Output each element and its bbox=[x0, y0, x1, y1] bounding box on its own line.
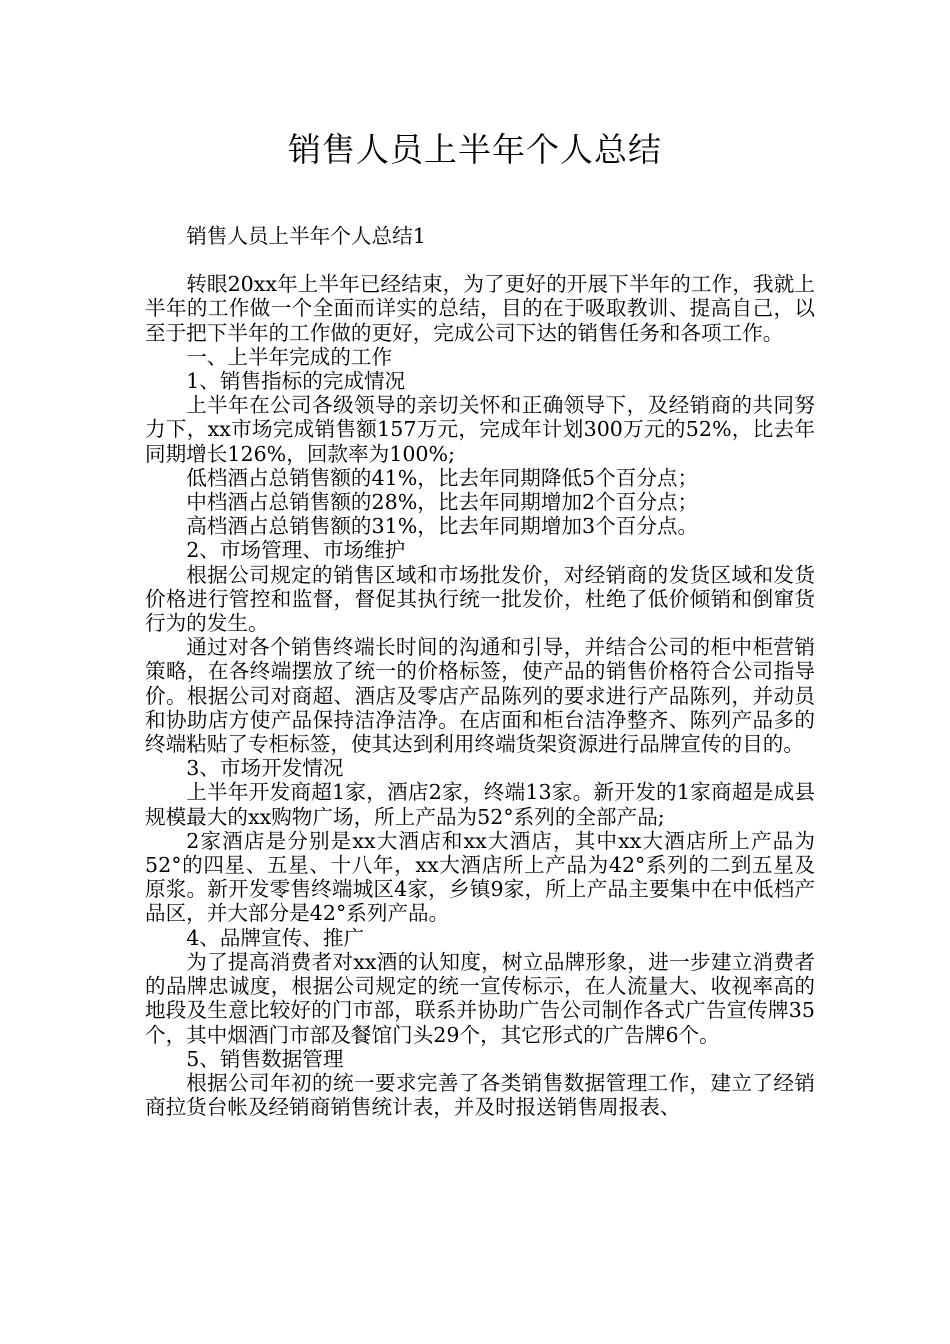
heading-market-management: 2、市场管理、市场维护 bbox=[186, 538, 406, 563]
paragraph-brand-promotion: 为了提高消费者对xx酒的认知度，树立品牌形象，进一步建立消费者的品牌忠诚度，根据公司规定的统一宣传标示，在人流量大、收视率高的地段及生意比较好的门市部，联系并协助广告公司制作各式广告宣传牌35个，其中烟酒门市部及餐馆门头29个，其它形式的广告牌6个。 bbox=[145, 949, 815, 1047]
paragraph-new-outlets: 上半年开发商超1家，酒店2家，终端13家。新开发的1家商超是成县规模最大的xx购物广场，所上产品为52°系列的全部产品; bbox=[145, 780, 815, 829]
heading-sales-target: 1、销售指标的完成情况 bbox=[186, 369, 406, 394]
heading-market-development: 3、市场开发情况 bbox=[186, 756, 344, 781]
document-title: 销售人员上半年个人总结 bbox=[288, 130, 662, 169]
document-body bbox=[145, 222, 815, 1119]
paragraph-price-control: 根据公司规定的销售区域和市场批发价，对经销商的发货区域和发货价格进行管控和监督，督促其执行统一批发价，杜绝了低价倾销和倒窜货行为的发生。 bbox=[145, 562, 815, 636]
heading-sales-data: 5、销售数据管理 bbox=[186, 1046, 344, 1071]
heading-section-1: 一、上半年完成的工作 bbox=[186, 344, 393, 369]
paragraph-intro: 转眼20xx年上半年已经结束，为了更好的开展下半年的工作，我就上半年的工作做一个全面而详实的总结，目的在于吸取教训、提高自己，以至于把下半年的工作做的更好，完成公司下达的销售任务和各项工作。 bbox=[145, 272, 815, 345]
paragraph-mid-grade: 中档酒占总销售额的28%，比去年同期增加2个百分点； bbox=[186, 490, 699, 515]
paragraph-sales-data: 根据公司年初的统一要求完善了各类销售数据管理工作，建立了经销商拉货台帐及经销商销售统计表，并及时报送销售周报表、 bbox=[145, 1070, 815, 1120]
paragraph-terminal-display: 通过对各个销售终端长时间的沟通和引导，并结合公司的柜中柜营销策略，在各终端摆放了统一的价格标签，使产品的销售价格符合公司指导价。根据公司对商超、酒店及零店产品陈列的要求进行产品陈列，并动员和协助店方使产品保持洁净洁净。在店面和柜台洁净整齐、陈列产品多的终端粘贴了专柜标签，使其达到利用终端货架资源进行品牌宣传的目的。 bbox=[145, 635, 815, 757]
paragraph-sales-result: 上半年在公司各级领导的亲切关怀和正确领导下，及经销商的共同努力下，xx市场完成销售额157万元，完成年计划300万元的52%，比去年同期增长126%，回款率为100%; bbox=[145, 393, 815, 466]
paragraph-hotels: 2家酒店是分别是xx大酒店和xx大酒店，其中xx大酒店所上产品为52°的四星、五星、十八年，xx大酒店所上产品为42°系列的二到五星及原浆。新开发零售终端城区4家，乡镇9家，所上产品主要集中在中低档产品区，并大部分是42°系列产品。 bbox=[145, 828, 815, 926]
heading-brand-promotion: 4、品牌宣传、推广 bbox=[186, 925, 365, 950]
paragraph-high-grade: 高档酒占总销售额的31%，比去年同期增加3个百分点。 bbox=[186, 514, 699, 539]
paragraph-low-grade: 低档酒占总销售额的41%，比去年同期降低5个百分点； bbox=[186, 465, 699, 490]
section-subtitle: 销售人员上半年个人总结1 bbox=[186, 224, 426, 248]
